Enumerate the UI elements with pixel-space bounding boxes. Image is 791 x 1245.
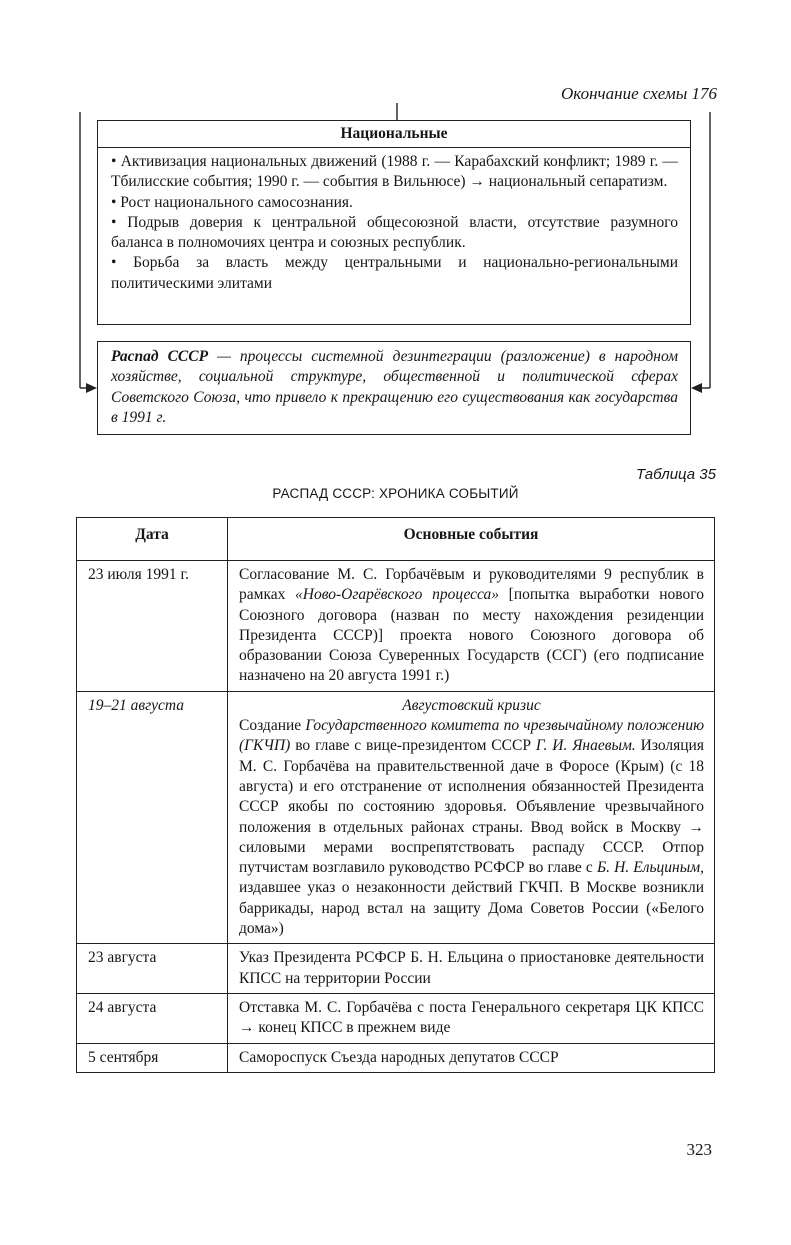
definition-box <box>97 341 691 435</box>
event-subtitle: Августовский кризис <box>402 696 541 714</box>
date-cell: 23 июля 1991 г. <box>77 561 228 692</box>
definition-term: Распад СССР <box>111 348 209 365</box>
right-arrow-icon <box>691 383 702 393</box>
header-date: Дата <box>77 518 228 561</box>
list-item: • Подрыв доверия к центральной общесоюзной власти, отсутствие разумного баланса в полномочиях центра и союзных республик. <box>111 213 678 252</box>
event-cell: Отставка М. С. Горбачёва с поста Генерального секретаря ЦК КПСС → конец КПСС в прежнем виде <box>228 993 715 1043</box>
table-row <box>77 691 715 944</box>
list-item: • Рост национального самосознания. <box>111 193 353 211</box>
page-number: 323 <box>686 1140 712 1159</box>
event-cell: Августовский кризис Создание Государственного комитета по чрезвычайному положению (ГКЧП) во главе с вице-президентом СССР Г. И. Янаевым. Изоляция М. С. Горбачёва на правительственной даче в Форосе (Крым) (с 18 августа) и его отстранение от исполнения обязанностей Президента СССР якобы по состоянию здоровья. Объявление чрезвычайного положения в отдельных районах страны. Ввод войск в Москву → силовыми мерами воспрепятствовать распаду СССР. Отпор путчистам возглавило руководство РСФСР во главе с Б. Н. Ельциным, издавшее указ о незаконности действий ГКЧП. В Москве возникли баррикады, народ встал на защиту Дома Советов России («Белого дома») <box>228 691 715 944</box>
table-row <box>77 1043 715 1072</box>
table-row <box>77 944 715 994</box>
table-header-row <box>77 518 715 561</box>
date-cell: 19–21 августа <box>77 691 228 944</box>
date-cell: 23 августа <box>77 944 228 994</box>
table-row <box>77 561 715 692</box>
header-events: Основные события <box>228 518 715 561</box>
date-cell: 5 сентября <box>77 1043 228 1072</box>
national-factors-title: Национальные <box>98 121 690 148</box>
national-factors-list <box>98 148 690 294</box>
event-cell: Указ Президента РСФСР Б. Н. Ельцина о приостановке деятельности КПСС на территории России <box>228 944 715 994</box>
table-row <box>77 993 715 1043</box>
definition-text: — процессы системной дезинтеграции (разложение) в народном хозяйстве, социальной структуре, общественной и политической сферах Советского Союза, что привело к прекращению его существования как государства в 1991 г. <box>111 348 678 426</box>
chronology-table <box>76 517 715 1073</box>
table-title: РАСПАД СССР: ХРОНИКА СОБЫТИЙ <box>272 486 519 501</box>
date-cell: 24 августа <box>77 993 228 1043</box>
event-cell: Согласование М. С. Горбачёвым и руководителями 9 республик в рамках «Ново-Огарёвского процесса» [попытка выработки нового Союзного договора (назван по месту нахождения резиденции Президента СССР)] проекта нового Союзного договора об образовании Союза Суверенных Государств (ССГ) (его подписание назначено на 20 августа 1991 г.) <box>228 561 715 692</box>
list-item: • Активизация национальных движений (1988 г. — Карабахский конфликт; 1989 г. — Тбилисские события; 1990 г. — события в Вильнюсе) → национальный сепаратизм. <box>111 153 678 191</box>
national-factors-box <box>97 120 691 325</box>
table-caption: Таблица 35 <box>635 466 716 483</box>
list-item: • Борьба за власть между центральными и национально-региональными политическими элитами <box>111 254 678 292</box>
event-cell: Самороспуск Съезда народных депутатов СССР <box>228 1043 715 1072</box>
scheme-caption: Окончание схемы 176 <box>561 84 717 103</box>
left-arrow-icon <box>86 383 97 393</box>
